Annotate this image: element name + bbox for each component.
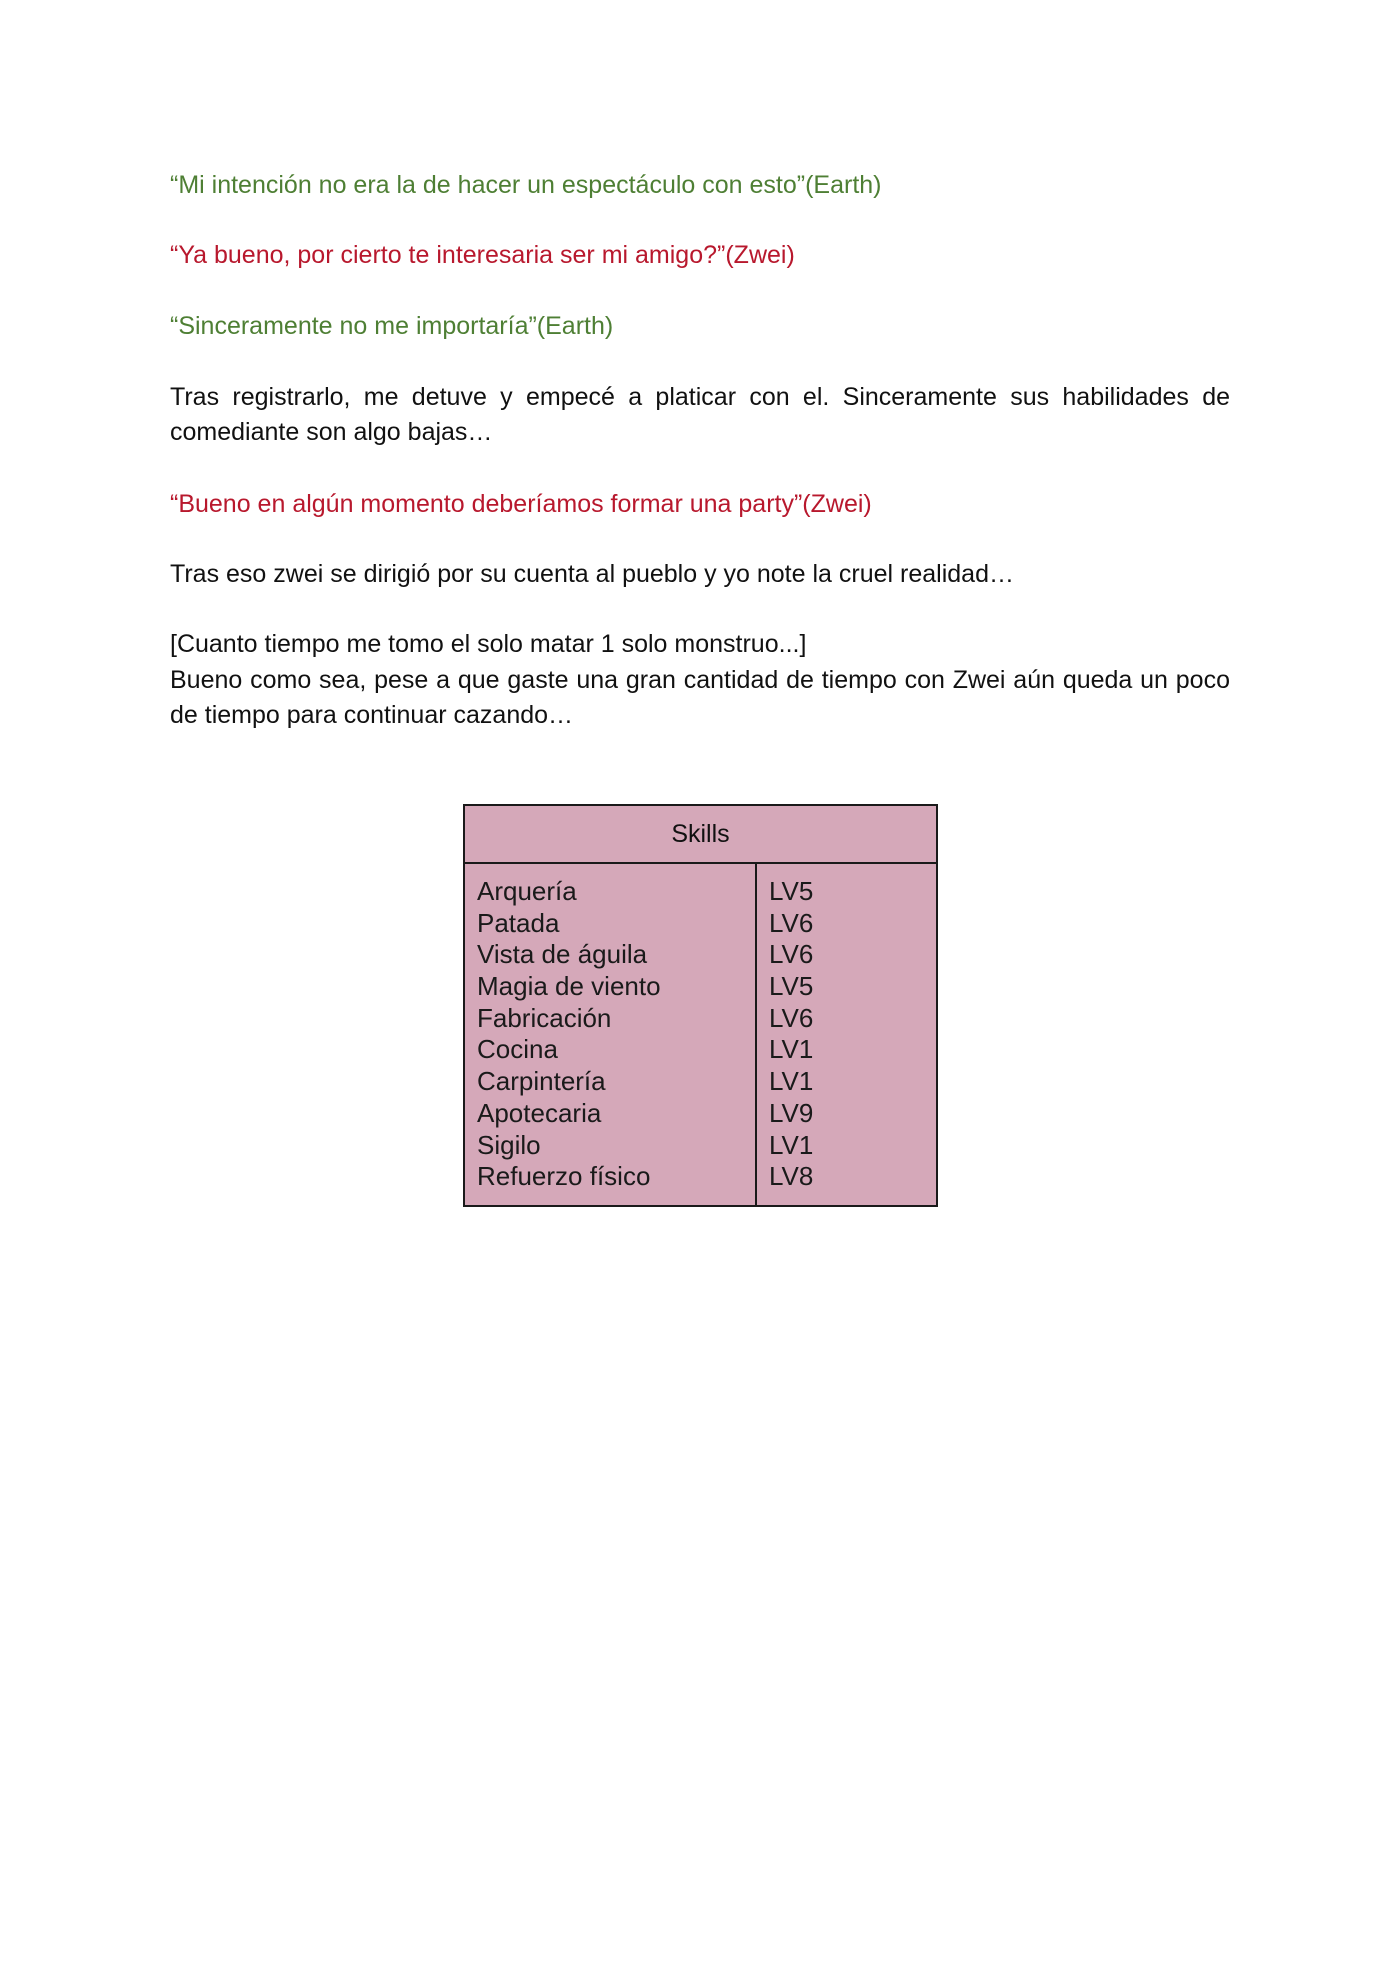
skills-table-header: Skills: [465, 806, 936, 864]
skill-level: LV1: [769, 1034, 814, 1065]
skill-name: Arquería: [477, 876, 577, 906]
skill-name: Fabricación: [477, 1002, 612, 1033]
skill-name: Refuerzo físico: [477, 1161, 651, 1192]
skill-level: LV5: [769, 876, 814, 906]
skill-level: LV6: [769, 907, 814, 938]
skills-table: [463, 804, 938, 1207]
skill-level: LV6: [769, 1002, 814, 1033]
skills-table-body: [465, 864, 936, 1205]
skill-name: Apotecaria: [477, 1097, 602, 1128]
dialogue-line-zwei-2: “Bueno en algún momento deberíamos formar una party”(Zwei): [170, 490, 872, 518]
dialogue-line-earth-2: “Sinceramente no me importaría”(Earth): [170, 312, 614, 340]
dialogue-line-zwei-1: “Ya bueno, por cierto te interesaria ser mi amigo?”(Zwei): [170, 241, 795, 269]
narration-paragraph-1: Tras registrarlo, me detuve y empecé a platicar con el. Sinceramente sus habilidades de comediante son algo bajas…: [170, 383, 1230, 446]
dialogue-line-earth-1: “Mi intención no era la de hacer un espectáculo con esto”(Earth): [170, 171, 882, 199]
skill-name: Sigilo: [477, 1129, 541, 1160]
skill-name: Magia de viento: [477, 971, 661, 1002]
skill-name: Carpintería: [477, 1066, 606, 1097]
skill-level: LV6: [769, 939, 814, 970]
skill-level: LV9: [769, 1097, 814, 1128]
skill-name: Cocina: [477, 1034, 558, 1065]
skills-level-column: [757, 864, 936, 1205]
skill-level: LV8: [769, 1161, 814, 1192]
skill-name: Vista de águila: [477, 939, 648, 970]
narration-paragraph-2: Tras eso zwei se dirigió por su cuenta al pueblo y yo note la cruel realidad…: [170, 560, 1014, 588]
skills-name-column: [465, 864, 757, 1205]
skill-level: LV1: [769, 1129, 814, 1160]
narration-thought: [Cuanto tiempo me tomo el solo matar 1 solo monstruo...]: [170, 630, 807, 658]
skill-level: LV5: [769, 971, 814, 1002]
narration-paragraph-3: Bueno como sea, pese a que gaste una gran cantidad de tiempo con Zwei aún queda un poco de tiempo para continuar cazando…: [170, 666, 1230, 729]
skill-level: LV1: [769, 1066, 814, 1097]
skill-name: Patada: [477, 907, 560, 938]
